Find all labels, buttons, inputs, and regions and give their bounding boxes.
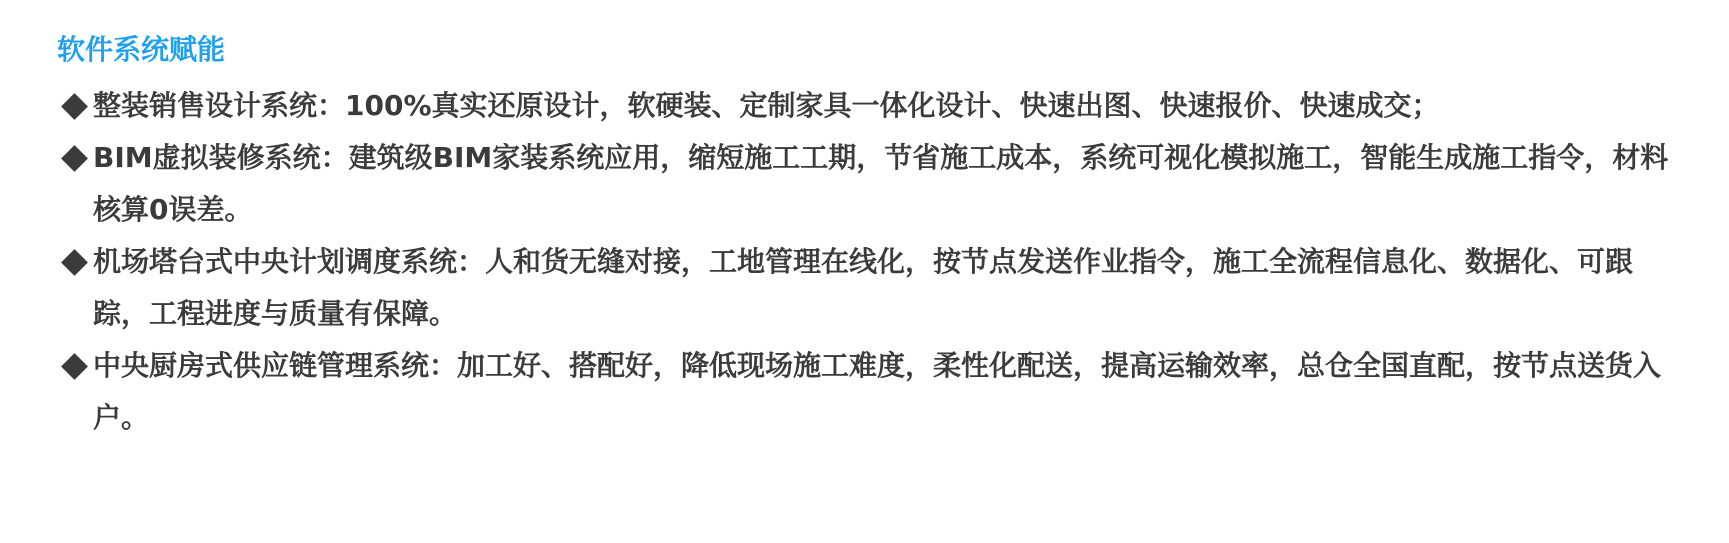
list-item <box>57 80 1677 132</box>
list-item <box>57 132 1677 236</box>
list-item-text: 整装销售设计系统：100%真实还原设计，软硬装、定制家具一体化设计、快速出图、快速报价、快速成交； <box>93 89 1440 122</box>
list-item-text: 中央厨房式供应链管理系统：加工好、搭配好，降低现场施工难度，柔性化配送，提高运输效率，总仓全国直配，按节点送货入户。 <box>93 349 1662 434</box>
diamond-bullet-icon <box>57 80 91 132</box>
diamond-bullet-icon <box>57 236 91 288</box>
list-item-text: BIM虚拟装修系统：建筑级BIM家装系统应用，缩短施工工期，节省施工成本，系统可视化模拟施工，智能生成施工指令，材料核算0误差。 <box>93 141 1669 226</box>
bullet-list <box>57 80 1677 444</box>
list-item-text: 机场塔台式中央计划调度系统：人和货无缝对接，工地管理在线化，按节点发送作业指令，施工全流程信息化、数据化、可跟踪，工程进度与质量有保障。 <box>93 245 1634 330</box>
diamond-bullet-icon <box>57 132 91 184</box>
content-area <box>57 30 1677 444</box>
list-item <box>57 340 1677 444</box>
diamond-bullet-icon <box>57 340 91 392</box>
list-item <box>57 236 1677 340</box>
section-title: 软件系统赋能 <box>57 33 226 66</box>
